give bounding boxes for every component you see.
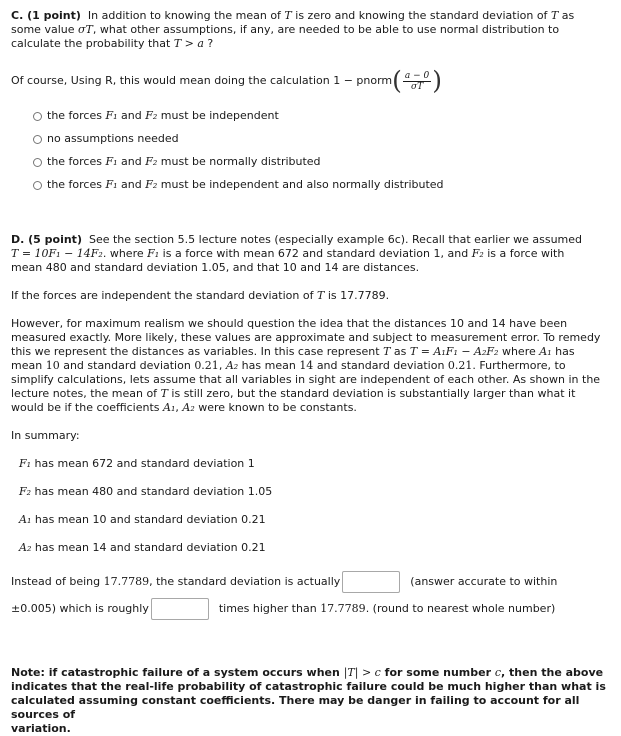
math-value: 0.21 [194, 359, 219, 372]
math-a1: A₁ [19, 513, 32, 526]
summary-text: has mean 10 and standard deviation 0.21 [34, 513, 266, 526]
summary-text: has mean 14 and standard deviation 0.21 [34, 541, 266, 554]
part-d-text: has [555, 345, 575, 358]
math-t: T [160, 387, 168, 400]
sd-answer-input[interactable] [342, 571, 400, 593]
math-f1: F₁ [19, 457, 32, 470]
part-d-text: If the forces are independent the standard deviation of [11, 289, 314, 302]
math-f2: F₂ [145, 109, 158, 122]
math-value: 17.7789 [320, 602, 366, 615]
math-a2: A₂ [182, 401, 195, 414]
option-normal[interactable] [33, 154, 321, 170]
math-f1: F₁ [105, 109, 118, 122]
part-d-text: is a force with [487, 247, 565, 260]
math-abs-t-gt-c: |T| > c [343, 666, 381, 679]
option-independent-and-normal[interactable] [33, 177, 444, 193]
math-t: T [383, 345, 391, 358]
radio-button[interactable] [33, 181, 42, 190]
part-d-text: is 17.7789. [327, 289, 390, 302]
part-d-intro [11, 233, 611, 275]
note-text: variation. [11, 722, 71, 735]
part-c-text: some value [11, 23, 75, 36]
option-independent[interactable] [33, 108, 279, 124]
math-a1: A₁ [539, 345, 552, 358]
part-d-text: simplify calculations, lets assume that all variables in sight are independent of each other. As shown in the [11, 373, 601, 386]
math-t: T [316, 289, 325, 302]
note-text: calculated assuming constant coefficients. There may be danger in failing to account for all sources of [11, 694, 580, 721]
math-a2: A₂ [225, 359, 239, 372]
part-d-text: is a force with mean 672 and standard deviation 1, and [162, 247, 469, 260]
realism-paragraph [11, 317, 611, 415]
part-c-label: C. (1 point) [11, 9, 81, 22]
option-text: must be independent and also normally distributed [160, 178, 444, 191]
pnorm-line [11, 66, 611, 96]
part-d-text: See the section 5.5 lecture notes (especially example 6c). Recall that earlier we assumed [88, 233, 583, 246]
math-f1: F₁ [105, 178, 118, 191]
part-d-text: and standard deviation [63, 359, 191, 372]
part-d-text: this we represent the distances as variables. In this case represent [11, 345, 380, 358]
summary-a2 [19, 541, 266, 555]
option-text: the forces [47, 155, 102, 168]
part-d-text: , [218, 359, 223, 372]
part-c-question [11, 9, 611, 51]
fraction-denominator: σT [411, 81, 424, 92]
math-c: c [494, 666, 502, 679]
part-d-text: where [501, 345, 536, 358]
part-d-text: . Furthermore, to [472, 359, 566, 372]
math-value: 0.21 [447, 359, 473, 372]
summary-f1 [19, 457, 255, 471]
answer-text: , the standard deviation is actually [149, 575, 341, 588]
math-a2: A₂ [19, 541, 32, 554]
answer-text: Instead of being [11, 575, 101, 588]
option-no-assumptions[interactable] [33, 131, 179, 147]
note-text: Note: if catastrophic failure of a system occurs when [11, 666, 340, 679]
pnorm-text: Of course, Using R, this would mean doing the calculation 1 − pnorm [11, 74, 393, 87]
part-d-text: However, for maximum realism we should question the idea that the distances 10 and 14 have been [11, 317, 568, 330]
math-value: 10 [45, 359, 60, 372]
math-f1: F₁ [105, 155, 118, 168]
summary-text: has mean 672 and standard deviation 1 [34, 457, 255, 470]
answer-line-1 [11, 570, 611, 594]
close-paren: ) [432, 66, 443, 95]
option-text: and [121, 155, 142, 168]
part-d-text: is still zero, but the standard deviation is substantially larger than what it [171, 387, 576, 400]
option-text: the forces [47, 178, 102, 191]
option-text: must be normally distributed [160, 155, 321, 168]
math-t: T [284, 9, 292, 22]
answer-text: . (round to nearest whole number) [365, 602, 556, 615]
part-d-text: has mean [241, 359, 296, 372]
option-text: and [121, 109, 142, 122]
note-text: for some number [384, 666, 492, 679]
part-d-text: mean [11, 359, 43, 372]
part-c-text: is zero and knowing the standard deviation of [295, 9, 548, 22]
ratio-answer-input[interactable] [151, 598, 209, 620]
part-c-text: ? [207, 37, 214, 50]
math-f2: F₂ [471, 247, 484, 260]
option-text: must be independent [160, 109, 279, 122]
radio-button[interactable] [33, 135, 42, 144]
radio-button[interactable] [33, 158, 42, 167]
answer-text: (answer accurate to within [410, 575, 558, 588]
math-value: 17.7789 [103, 575, 150, 588]
part-d-text: as [393, 345, 407, 358]
part-d-text: and standard deviation [316, 359, 445, 372]
catastrophic-failure-note [11, 666, 611, 736]
radio-button[interactable] [33, 112, 42, 121]
note-text: , then the above [501, 666, 604, 679]
part-c-text: calculate the probability that [11, 37, 171, 50]
part-c-text: In addition to knowing the mean of [87, 9, 281, 22]
math-f2: F₂ [145, 178, 158, 191]
summary-a1 [19, 513, 266, 527]
math-equation-t: T = 10F₁ − 14F₂ [11, 247, 103, 260]
math-f1: F₁ [147, 247, 160, 260]
math-f2: F₂ [145, 155, 158, 168]
option-text: the forces [47, 109, 102, 122]
option-text: no assumptions needed [47, 132, 179, 145]
math-value: 14 [299, 359, 314, 372]
part-d-text: mean 480 and standard deviation 1.05, and that 10 and 14 are distances. [11, 261, 420, 274]
math-t: T [550, 9, 559, 22]
independent-sd-line [11, 289, 611, 303]
part-d-text: measured exactly. More likely, these values are approximate and subject to measurement error. To remedy [11, 331, 601, 344]
math-a1: A₁ [163, 401, 176, 414]
part-d-text: , [175, 401, 179, 414]
part-d-text: lecture notes, the mean of [11, 387, 158, 400]
math-f2: F₂ [19, 485, 32, 498]
option-text: and [121, 178, 142, 191]
part-d-text: would be if the coefficients [11, 401, 160, 414]
math-sigma-t: σT [78, 23, 93, 36]
open-paren: ( [392, 66, 402, 95]
summary-label: In summary: [11, 429, 80, 442]
pnorm-fraction [403, 71, 431, 92]
part-d-text: . where [102, 247, 144, 260]
part-c-text: as [561, 9, 575, 22]
part-c-text: , what other assumptions, if any, are needed to be able to use normal distribution to [92, 23, 560, 36]
part-d-label: D. (5 point) [11, 233, 82, 246]
math-t-gt-a: T > a [173, 37, 204, 50]
answer-line-2 [11, 597, 611, 621]
summary-f2 [19, 485, 272, 499]
note-text: indicates that the real-life probability of catastrophic failure could be much higher than what is [11, 680, 606, 693]
part-d-text: were known to be constants. [198, 401, 357, 414]
math-equation-t2: T = A₁F₁ − A₂F₂ [409, 345, 499, 358]
answer-text: times higher than [218, 602, 317, 615]
answer-text: ±0.005) which is roughly [11, 602, 149, 615]
fraction-numerator: a − 0 [404, 70, 430, 81]
summary-text: has mean 480 and standard deviation 1.05 [34, 485, 273, 498]
